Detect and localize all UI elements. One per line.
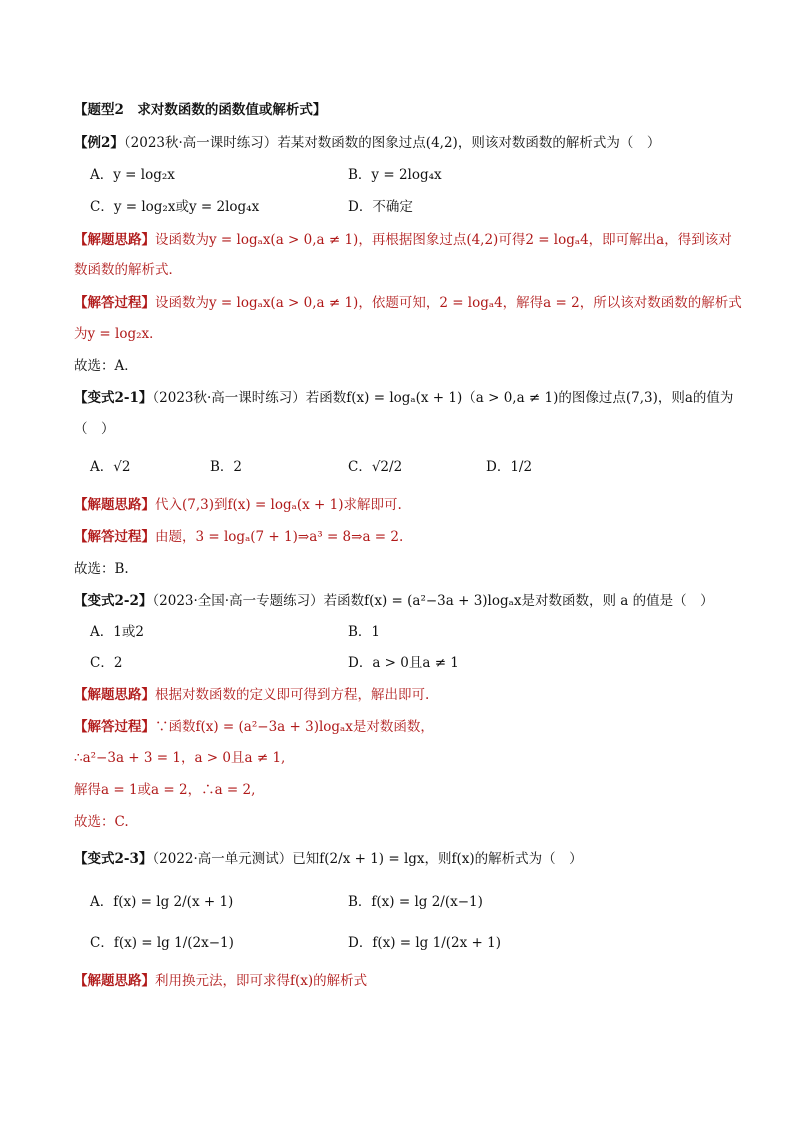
example-source: （2023秋·高一课时练习）	[123, 135, 278, 151]
idea-text: 利用换元法，即可求得f(x)的解析式	[155, 973, 368, 989]
solution-idea	[74, 972, 367, 990]
variant-2-3-header	[74, 850, 583, 868]
idea-tag: 【解题思路】	[74, 973, 155, 989]
example-2-header	[74, 134, 660, 152]
process-tag: 【解答过程】	[74, 719, 155, 735]
solution-process	[74, 718, 434, 736]
example-question: 若某对数函数的图象过点(4,2)，则该对数函数的解析式为（ ）	[277, 135, 661, 151]
option-d: D．不确定	[348, 199, 413, 215]
answer: 故选：A．	[74, 358, 138, 374]
option-d: D．1/2	[486, 459, 533, 475]
idea-tag: 【解题思路】	[74, 232, 155, 248]
answer: 故选：B.	[74, 561, 129, 577]
variant-source: （2023·全国·高一专题练习）	[152, 593, 324, 609]
variant-tag: 【变式2-3】	[74, 851, 153, 867]
solution-process-cont: ∴a²−3a + 3 = 1，a > 0且a ≠ 1,	[74, 750, 286, 766]
variant-question: 若函数f(x) = (a²−3a + 3)logₐx是对数函数，则 a 的值是（ ）	[323, 593, 714, 609]
process-text: 由题，3 = logₐ(7 + 1)⇒a³ = 8⇒a = 2.	[155, 529, 404, 545]
variant-source: （2023秋·高一课时练习）	[152, 390, 306, 406]
idea-text: 设函数为y = logₐx(a > 0,a ≠ 1)，再根据图象过点(4,2)可得2 = logₐ4，即可解出a，得到该对	[155, 232, 732, 248]
option-b: B．2	[210, 459, 243, 475]
option-c: C．y = log₂x或y = 2log₄x	[90, 199, 260, 215]
variant-tag: 【变式2-2】	[74, 593, 153, 609]
option-a: A．f(x) = lg 2/(x + 1)	[90, 894, 234, 910]
solution-process-cont: 解得a = 1或a = 2，∴a = 2,	[74, 782, 256, 798]
option-c: C．√2/2	[348, 459, 403, 475]
idea-text: 代入(7,3)到f(x) = logₐ(x + 1)求解即可.	[155, 497, 402, 513]
option-a: A．√2	[90, 459, 131, 475]
option-d: D．a > 0且a ≠ 1	[348, 655, 459, 671]
section-title: 【题型2 求对数函数的函数值或解析式】	[74, 102, 327, 118]
option-a: A．y = log₂x	[90, 167, 175, 183]
idea-text: 根据对数函数的定义即可得到方程，解出即可.	[155, 687, 430, 703]
variant-question: 已知f(2/x + 1) = lgx，则f(x)的解析式为（ ）	[292, 851, 583, 867]
option-c: C．f(x) = lg 1/(2x−1)	[90, 935, 234, 951]
option-c: C．2	[90, 655, 123, 671]
option-d: D．f(x) = lg 1/(2x + 1)	[348, 935, 501, 951]
process-tag: 【解答过程】	[74, 295, 155, 311]
variant-tag: 【变式2-1】	[74, 390, 153, 406]
solution-idea-cont: 数函数的解析式．	[74, 262, 182, 278]
option-a: A．1或2	[90, 624, 144, 640]
idea-tag: 【解题思路】	[74, 497, 155, 513]
option-b: B．y = 2log₄x	[348, 167, 442, 183]
process-text: ∵函数f(x) = (a²−3a + 3)logₐx是对数函数，	[155, 719, 434, 735]
variant-paren: （ ）	[74, 421, 115, 437]
option-b: B．f(x) = lg 2/(x−1)	[348, 894, 483, 910]
solution-idea	[74, 686, 429, 704]
variant-question: 若函数f(x) = logₐ(x + 1)（a > 0,a ≠ 1)的图像过点(7,3)，则a的值为	[305, 390, 734, 406]
solution-process	[74, 528, 403, 546]
variant-source: （2022·高一单元测试）	[152, 851, 293, 867]
variant-2-2-header	[74, 592, 714, 610]
solution-process	[74, 294, 742, 312]
solution-idea	[74, 231, 732, 249]
process-tag: 【解答过程】	[74, 529, 155, 545]
solution-process-cont: 为y = log₂x．	[74, 326, 163, 342]
answer: 故选：C.	[74, 814, 129, 830]
option-b: B．1	[348, 624, 381, 640]
process-text: 设函数为y = logₐx(a > 0,a ≠ 1)，依题可知，2 = logₐ4，解得a = 2，所以该对数函数的解析式	[155, 295, 742, 311]
variant-2-1-header	[74, 389, 733, 407]
example-tag: 【例2】	[74, 135, 124, 151]
solution-idea	[74, 496, 402, 514]
idea-tag: 【解题思路】	[74, 687, 155, 703]
